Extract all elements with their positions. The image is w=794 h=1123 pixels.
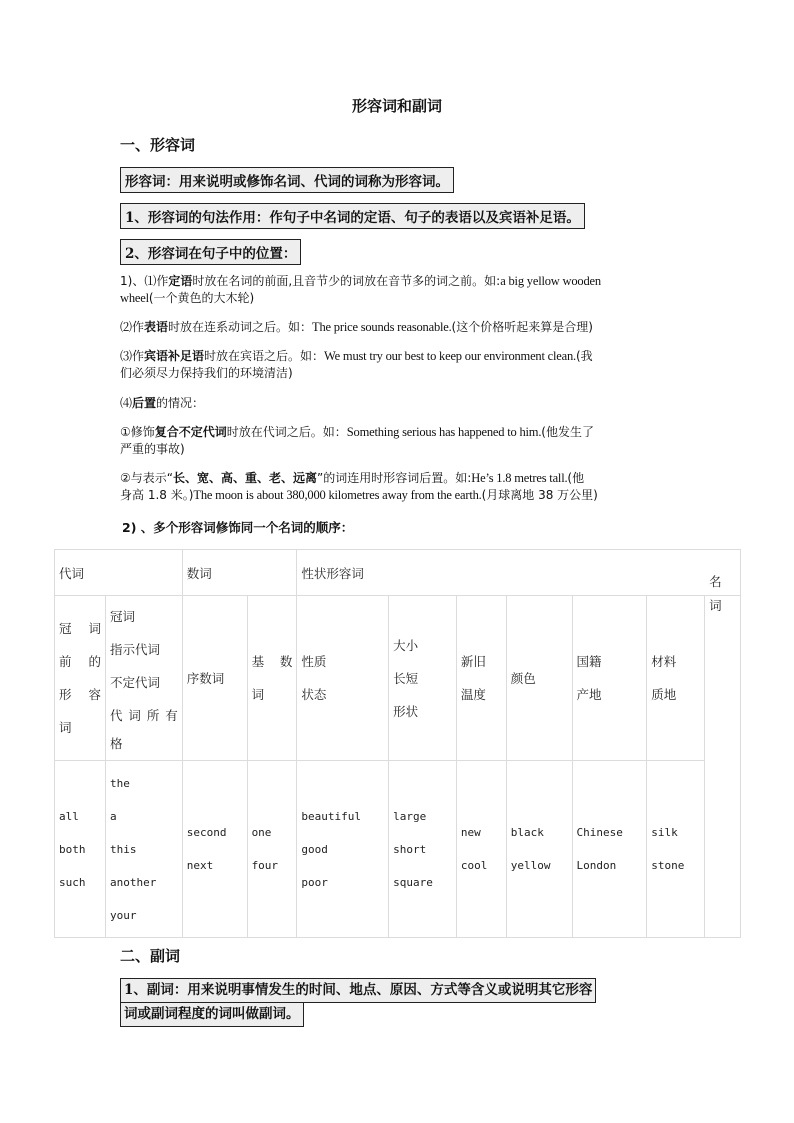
row-size-examples: large short square	[389, 761, 457, 938]
syntax-function-box: 1、形容词的句法作用：作句子中名词的定语、句子的表语以及宾语补足语。	[120, 203, 585, 229]
cell-cardinal: 基 数 词	[247, 596, 297, 761]
row-pre-determiner-examples: all both such	[55, 761, 106, 938]
header-pronoun: 代词	[55, 550, 183, 596]
cell-size: 大小 长短 形状	[389, 596, 457, 761]
row-age-examples: new cool	[456, 761, 506, 938]
section-heading-adjective: 一、形容词	[120, 136, 196, 154]
row-quality-examples: beautiful good poor	[297, 761, 389, 938]
cell-color: 颜色	[506, 596, 572, 761]
row-material-examples: silk stone	[647, 761, 705, 938]
rule-measure-words: ②与表示“长、宽、高、重、老、远离”的词连用时形容词后置。如:He’s 1.8 metres tall.(他 身高 1.8 米。)The moon is about 380,000 kilometres away from the earth.(月球离地 38 万公里)	[120, 471, 598, 502]
cell-origin: 国籍 产地	[572, 596, 647, 761]
header-descriptive: 性状形容词	[297, 550, 741, 596]
adverb-definition-box: 1、副词：用来说明事情发生的时间、地点、原因、方式等含义或说明其它形容 词或副词程度的词叫做副词。	[120, 978, 673, 1027]
rule-predicative: ⑵作表语时放在连系动词之后。如：The price sounds reasonable.(这个价格听起来算是合理)	[120, 320, 593, 334]
row-cardinal-examples: one four	[247, 761, 297, 938]
section-heading-adverb: 二、副词	[120, 947, 181, 965]
order-subheading: 2) 、多个形容词修饰同一个名词的顺序：	[122, 520, 354, 535]
row-origin-examples: Chinese London	[572, 761, 647, 938]
cell-material: 材料 质地	[647, 596, 705, 761]
adjective-order-table	[54, 549, 741, 938]
position-box: 2、形容词在句子中的位置：	[120, 239, 301, 265]
cell-ordinal: 序数词	[182, 596, 247, 761]
rule-object-complement: ⑶作宾语补足语时放在宾语之后。如：We must try our best to keep our environment clean.(我 们必须尽力保持我们的环境清洁)	[120, 349, 593, 380]
cell-noun: 名 词	[705, 596, 741, 938]
header-numeral: 数词	[182, 550, 297, 596]
cell-quality: 性质 状态	[297, 596, 389, 761]
cell-determiner: 冠词 指示代词 不定代词 代 词 所 有 格	[106, 596, 183, 761]
page-title: 形容词和副词	[351, 97, 442, 115]
definition-box: 形容词：用来说明或修饰名词、代词的词称为形容词。	[120, 167, 454, 193]
rule-compound-pronoun: ①修饰复合不定代词时放在代词之后。如：Something serious has happened to him.(他发生了 严重的事故)	[120, 425, 594, 456]
rule-attributive: 1)、⑴作定语时放在名词的前面,且音节少的词放在音节多的词之前。如:a big yellow wooden wheel(一个黄色的大木轮)	[120, 274, 601, 305]
row-determiner-examples: the a this another your	[106, 761, 183, 938]
row-color-examples: black yellow	[506, 761, 572, 938]
cell-age: 新旧 温度	[456, 596, 506, 761]
row-ordinal-examples: second next	[182, 761, 247, 938]
rule-postposition: ⑷后置的情况：	[120, 396, 205, 410]
cell-pre-determiner: 冠 词 前 的 形 容 词	[55, 596, 106, 761]
